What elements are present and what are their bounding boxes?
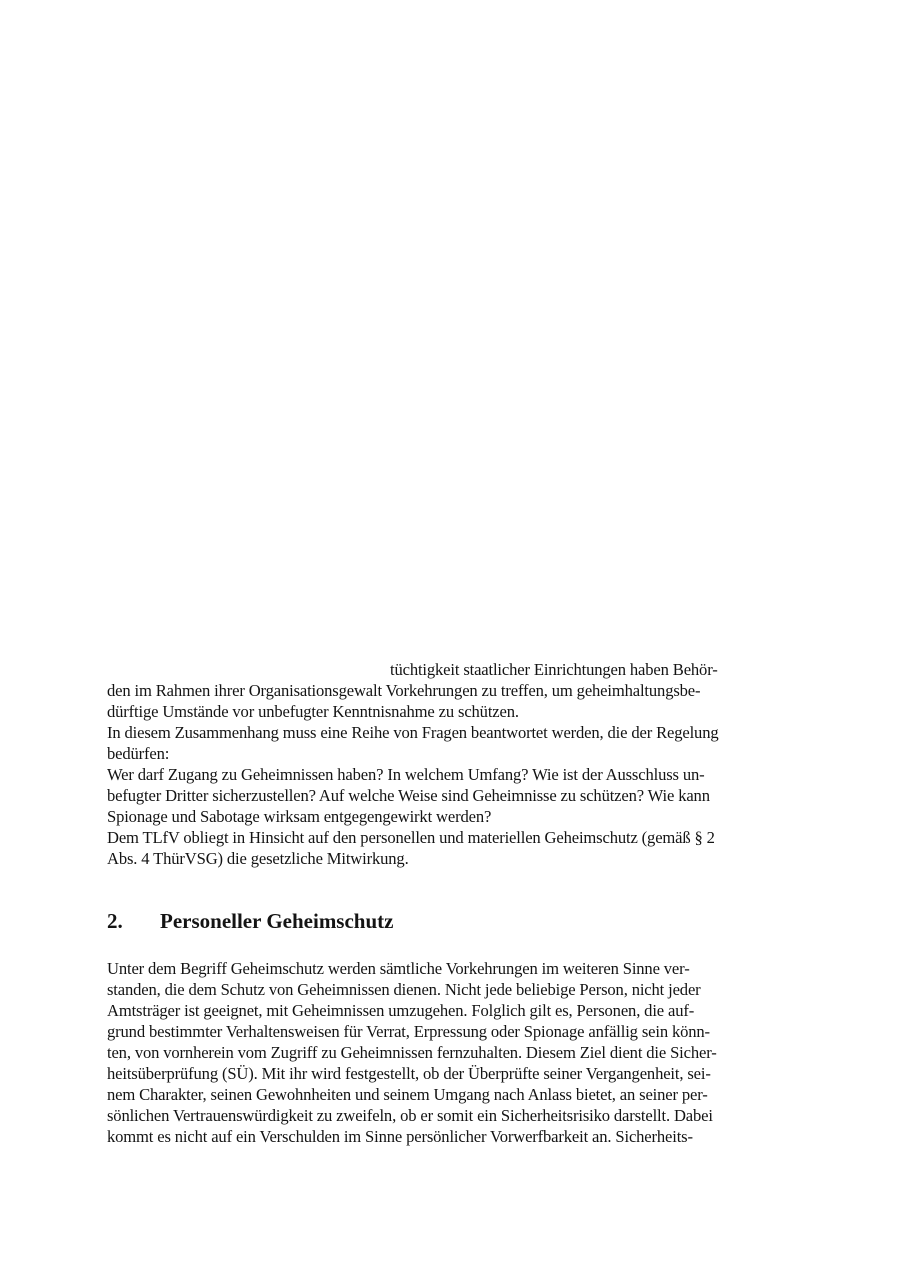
section-title: Personeller Geheimschutz	[160, 909, 394, 933]
text-line: In diesem Zusammenhang muss eine Reihe von Fragen beantwortet werden, die der Regelung	[107, 723, 719, 742]
text-line: dürftige Umstände vor unbefugter Kenntnisnahme zu schützen.	[107, 702, 519, 721]
text-line: grund bestimmter Verhaltensweisen für Verrat, Erpressung oder Spionage anfällig sein könn-	[107, 1022, 710, 1041]
text-line: tüchtigkeit staatlicher Einrichtungen haben Behör-	[390, 660, 718, 679]
text-line: standen, die dem Schutz von Geheimnissen dienen. Nicht jede beliebige Person, nicht jeder	[107, 980, 701, 999]
text-line: Dem TLfV obliegt in Hinsicht auf den personellen und materiellen Geheimschutz (gemäß § 2	[107, 828, 715, 847]
section-heading	[107, 908, 393, 934]
text-line: den im Rahmen ihrer Organisationsgewalt Vorkehrungen zu treffen, um geheimhaltungsbe-	[107, 681, 701, 700]
text-line: nem Charakter, seinen Gewohnheiten und seinem Umgang nach Anlass bietet, an seiner per-	[107, 1085, 708, 1104]
text-line: ten, von vornherein vom Zugriff zu Geheimnissen fernzuhalten. Diesem Ziel dient die Sicher-	[107, 1043, 717, 1062]
text-line: sönlichen Vertrauenswürdigkeit zu zweifeln, ob er somit ein Sicherheitsrisiko darstellt. Dabei	[107, 1106, 713, 1125]
text-line: befugter Dritter sicherzustellen? Auf welche Weise sind Geheimnisse zu schützen? Wie kann	[107, 786, 710, 805]
text-line: Unter dem Begriff Geheimschutz werden sämtliche Vorkehrungen im weiteren Sinne ver-	[107, 959, 690, 978]
text-line: Abs. 4 ThürVSG) die gesetzliche Mitwirkung.	[107, 849, 409, 868]
text-line: Spionage und Sabotage wirksam entgegengewirkt werden?	[107, 807, 492, 826]
text-line: bedürfen:	[107, 744, 170, 763]
section-number: 2.	[107, 909, 123, 933]
text-line: heitsüberprüfung (SÜ). Mit ihr wird festgestellt, ob der Überprüfte seiner Vergangenheit, sei-	[107, 1064, 711, 1083]
text-line: Wer darf Zugang zu Geheimnissen haben? In welchem Umfang? Wie ist der Ausschluss un-	[107, 765, 705, 784]
text-line: kommt es nicht auf ein Verschulden im Sinne persönlicher Vorwerfbarkeit an. Sicherheits-	[107, 1127, 693, 1146]
text-line: Amtsträger ist geeignet, mit Geheimnissen umzugehen. Folglich gilt es, Personen, die auf-	[107, 1001, 695, 1020]
